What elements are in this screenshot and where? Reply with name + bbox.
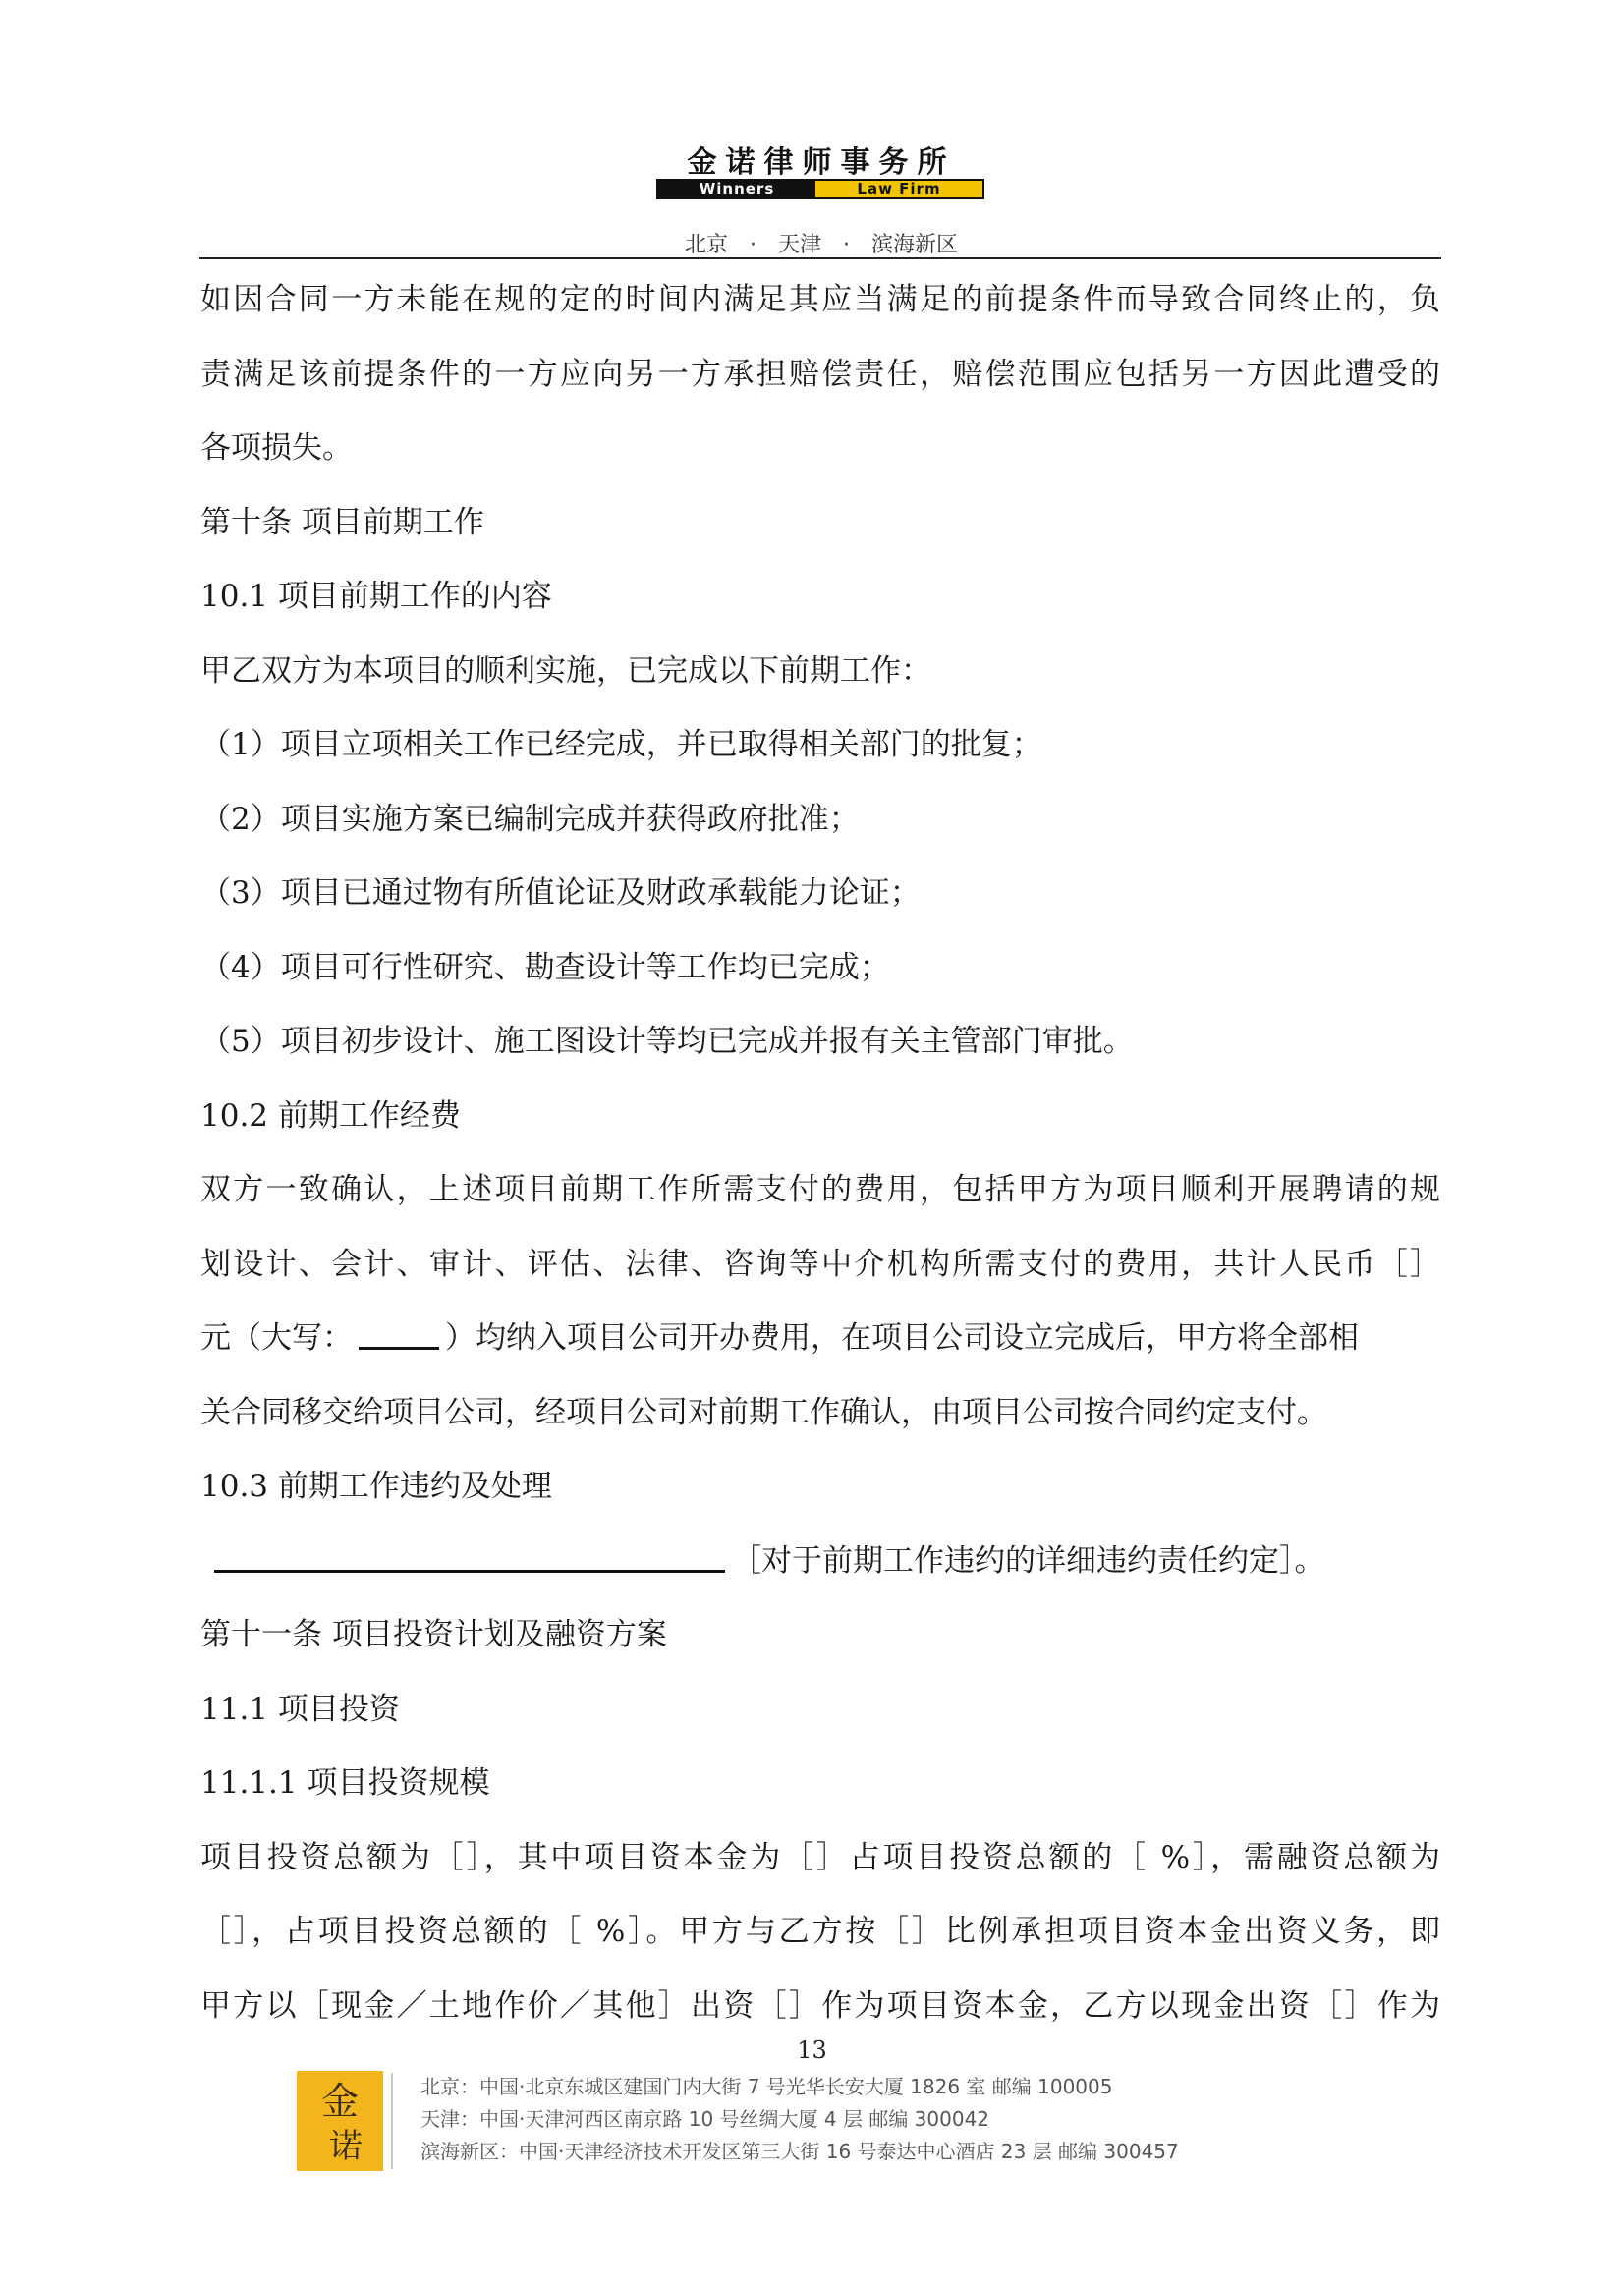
section-heading: 第十条 项目前期工作	[200, 504, 484, 540]
logo-glyph-top: 金	[320, 2080, 360, 2123]
body-line: 责满足该前提条件的一方应向另一方承担赔偿责任，赔偿范围应包括另一方因此遭受的	[200, 356, 1440, 392]
fill-in-blank	[359, 1317, 439, 1350]
body-text-fragment: ）均纳入项目公司开办费用，在项目公司设立完成后，甲方将全部相	[445, 1320, 1359, 1356]
section-heading: 第十一条 项目投资计划及融资方案	[200, 1617, 667, 1652]
list-item: （3）项目已通过物有所值论证及财政承载能力论证；	[200, 875, 921, 911]
office-addresses	[420, 2071, 1403, 2168]
address-binhai: 滨海新区：中国·天津经济技术开发区第三大街 16 号泰达中心酒店 23 层 邮编 300457	[420, 2140, 1179, 2163]
letterhead-header	[0, 0, 1624, 255]
subsection-heading: 10.3 前期工作违约及处理	[200, 1469, 552, 1504]
firm-name-english-right: Law Firm	[815, 181, 982, 197]
letterhead-footer	[0, 2063, 1624, 2287]
address-tianjin: 天津：中国·天津河西区南京路 10 号丝绸大厦 4 层 邮编 300042	[420, 2107, 990, 2131]
logo-glyph-bottom: 诺	[329, 2127, 363, 2166]
body-line: ［］，占项目投资总额的［ %］。甲方与乙方按［］比例承担项目资本金出资义务，即	[200, 1914, 1440, 1949]
body-text-fragment: 元（大写：	[200, 1320, 353, 1356]
subsection-heading: 11.1 项目投资	[200, 1691, 400, 1727]
body-line: 划设计、会计、审计、评估、法律、咨询等中介机构所需支付的费用，共计人民币［］	[200, 1246, 1440, 1282]
list-item: （4）项目可行性研究、勘查设计等工作均已完成；	[200, 949, 890, 985]
body-line-with-blank	[200, 1525, 1440, 1599]
body-text-fragment: ［对于前期工作违约的详细违约责任约定］。	[731, 1542, 1325, 1579]
subsection-heading: 11.1.1 项目投资规模	[200, 1765, 490, 1801]
footer-divider	[391, 2073, 393, 2169]
firm-name-english-bar	[656, 179, 984, 199]
body-line: 关合同移交给项目公司，经项目公司对前期工作确认，由项目公司按合同约定支付。	[200, 1394, 1327, 1430]
body-line-with-blank	[200, 1302, 1440, 1376]
office-cities: 北京 · 天津 · 滨海新区	[685, 233, 958, 257]
firm-logo	[297, 2071, 383, 2171]
body-line: 项目投资总额为［］，其中项目资本金为［］占项目投资总额的［ %］，需融资总额为	[200, 1839, 1440, 1875]
subsection-heading: 10.2 前期工作经费	[200, 1097, 461, 1134]
body-line: 双方一致确认，上述项目前期工作所需支付的费用，包括甲方为项目顺利开展聘请的规	[200, 1172, 1440, 1207]
list-item: （5）项目初步设计、施工图设计等均已完成并报有关主管部门审批。	[200, 1024, 1134, 1059]
calligraphy-logo-icon	[301, 2075, 379, 2167]
page-number: 13	[797, 2036, 827, 2064]
body-line: 甲乙双方为本项目的顺利实施，已完成以下前期工作：	[200, 652, 931, 689]
list-item: （1）项目立项相关工作已经完成，并已取得相关部门的批复；	[200, 727, 1042, 762]
header-divider	[199, 257, 1441, 259]
address-beijing: 北京：中国·北京东城区建国门内大街 7 号光华长安大厦 1826 室 邮编 100005	[420, 2075, 1113, 2098]
body-line: 如因合同一方未能在规的定的时间内满足其应当满足的前提条件而导致合同终止的，负	[200, 282, 1440, 317]
document-body	[200, 263, 1440, 2043]
list-item: （2）项目实施方案已编制完成并获得政府批准；	[200, 801, 860, 837]
body-line: 甲方以［现金／土地作价／其他］出资［］作为项目资本金，乙方以现金出资［］作为	[200, 1987, 1440, 2024]
fill-in-blank	[214, 1540, 725, 1573]
firm-name-chinese: 金诺律师事务所	[687, 145, 956, 180]
subsection-heading: 10.1 项目前期工作的内容	[200, 579, 552, 614]
firm-name-english-left: Winners	[658, 181, 815, 197]
body-line: 各项损失。	[200, 430, 353, 466]
